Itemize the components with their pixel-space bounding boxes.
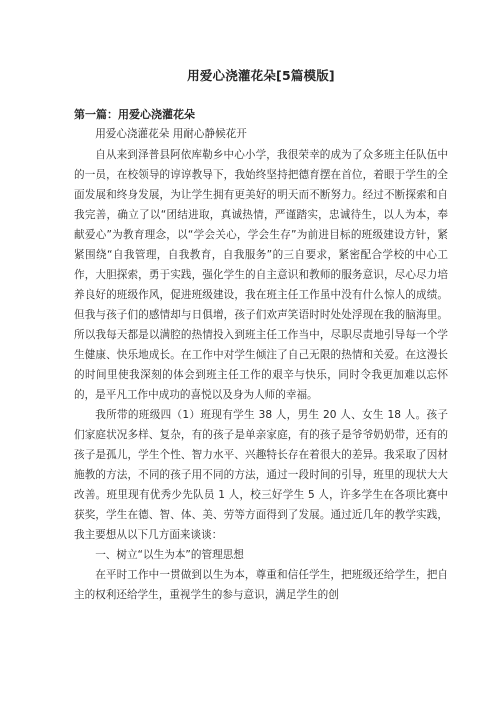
paragraph-4: 在平时工作中一贯做到以生为本，尊重和信任学生，把班级还给学生，把自主的权利还给学生，重视学生的参与意识，满足学生的创 <box>74 569 448 601</box>
paragraph-2: 我所带的班级四（1）班现有学生 38 人，男生 20 人、女生 18 人。孩子们家庭状况多样、复杂，有的孩子是单亲家庭，有的孩子是爷爷奶奶带，还有的孩子是孤儿，学生个性、智力水平、兴趣特长存在着很大的差异。我采取了因材施教的方法，不同的孩子用不同的方法，通过一段时间的引导，班里的现状大大改善。班里现有优秀少先队员 1 人，校三好学生 5 人，许多学生在各项比赛中获奖，学生在德、智、体、美、劳等方面得到了发展。通过近几年的教学实践，我主要想从以下几方面来谈谈： <box>74 409 448 541</box>
section-heading: 第一篇：用爱心浇灌花朵 <box>74 108 195 121</box>
paragraph-subtitle: 用爱心浇灌花朵 用耐心静候花开 <box>95 128 247 140</box>
paragraph-1: 自从来到泽普县阿依库勒乡中心小学，我很荣幸的成为了众多班主任队伍中的一员，在校领导的谆谆教导下，我始终坚持把德育摆在首位，着眼于学生的全面发展和终身发展，为让学生拥有更美好的明天而不断努力。经过不断探索和自我完善，确立了以“团结进取，真诚热情，严谨踏实，忠诚待生，以人为本，奉献爱心”为教育理念，以“学会关心，学会生存”为前进目标的班级建设方针，紧紧围绕“自我管理，自我教育，自我服务”的三自要求，紧密配合学校的中心工作，大胆探索，勇于实践，强化学生的自主意识和教师的服务意识，尽心尽力培养良好的班级作风，促进班级建设，我在班主任工作虽中没有什么惊人的成绩。但我与孩子们的感情却与日俱增，孩子们欢声笑语时时处处浮现在我的脑海里。所以我每天都是以满腔的热情投入到班主任工作当中，尽职尽责地引导每一个学生健康、快乐地成长。在工作中对学生倾注了自己无限的热情和关爱。在这漫长的时间里使我深刻的体会到班主任工作的艰辛与快乐，同时令我更加难以忘怀的，是平凡工作中成功的喜悦以及身为人师的幸福。 <box>74 149 448 401</box>
document-title: 用爱心浇灌花朵[5篇模版] <box>187 68 335 83</box>
paragraph-3: 一、树立“以生为本”的管理思想 <box>95 549 244 561</box>
